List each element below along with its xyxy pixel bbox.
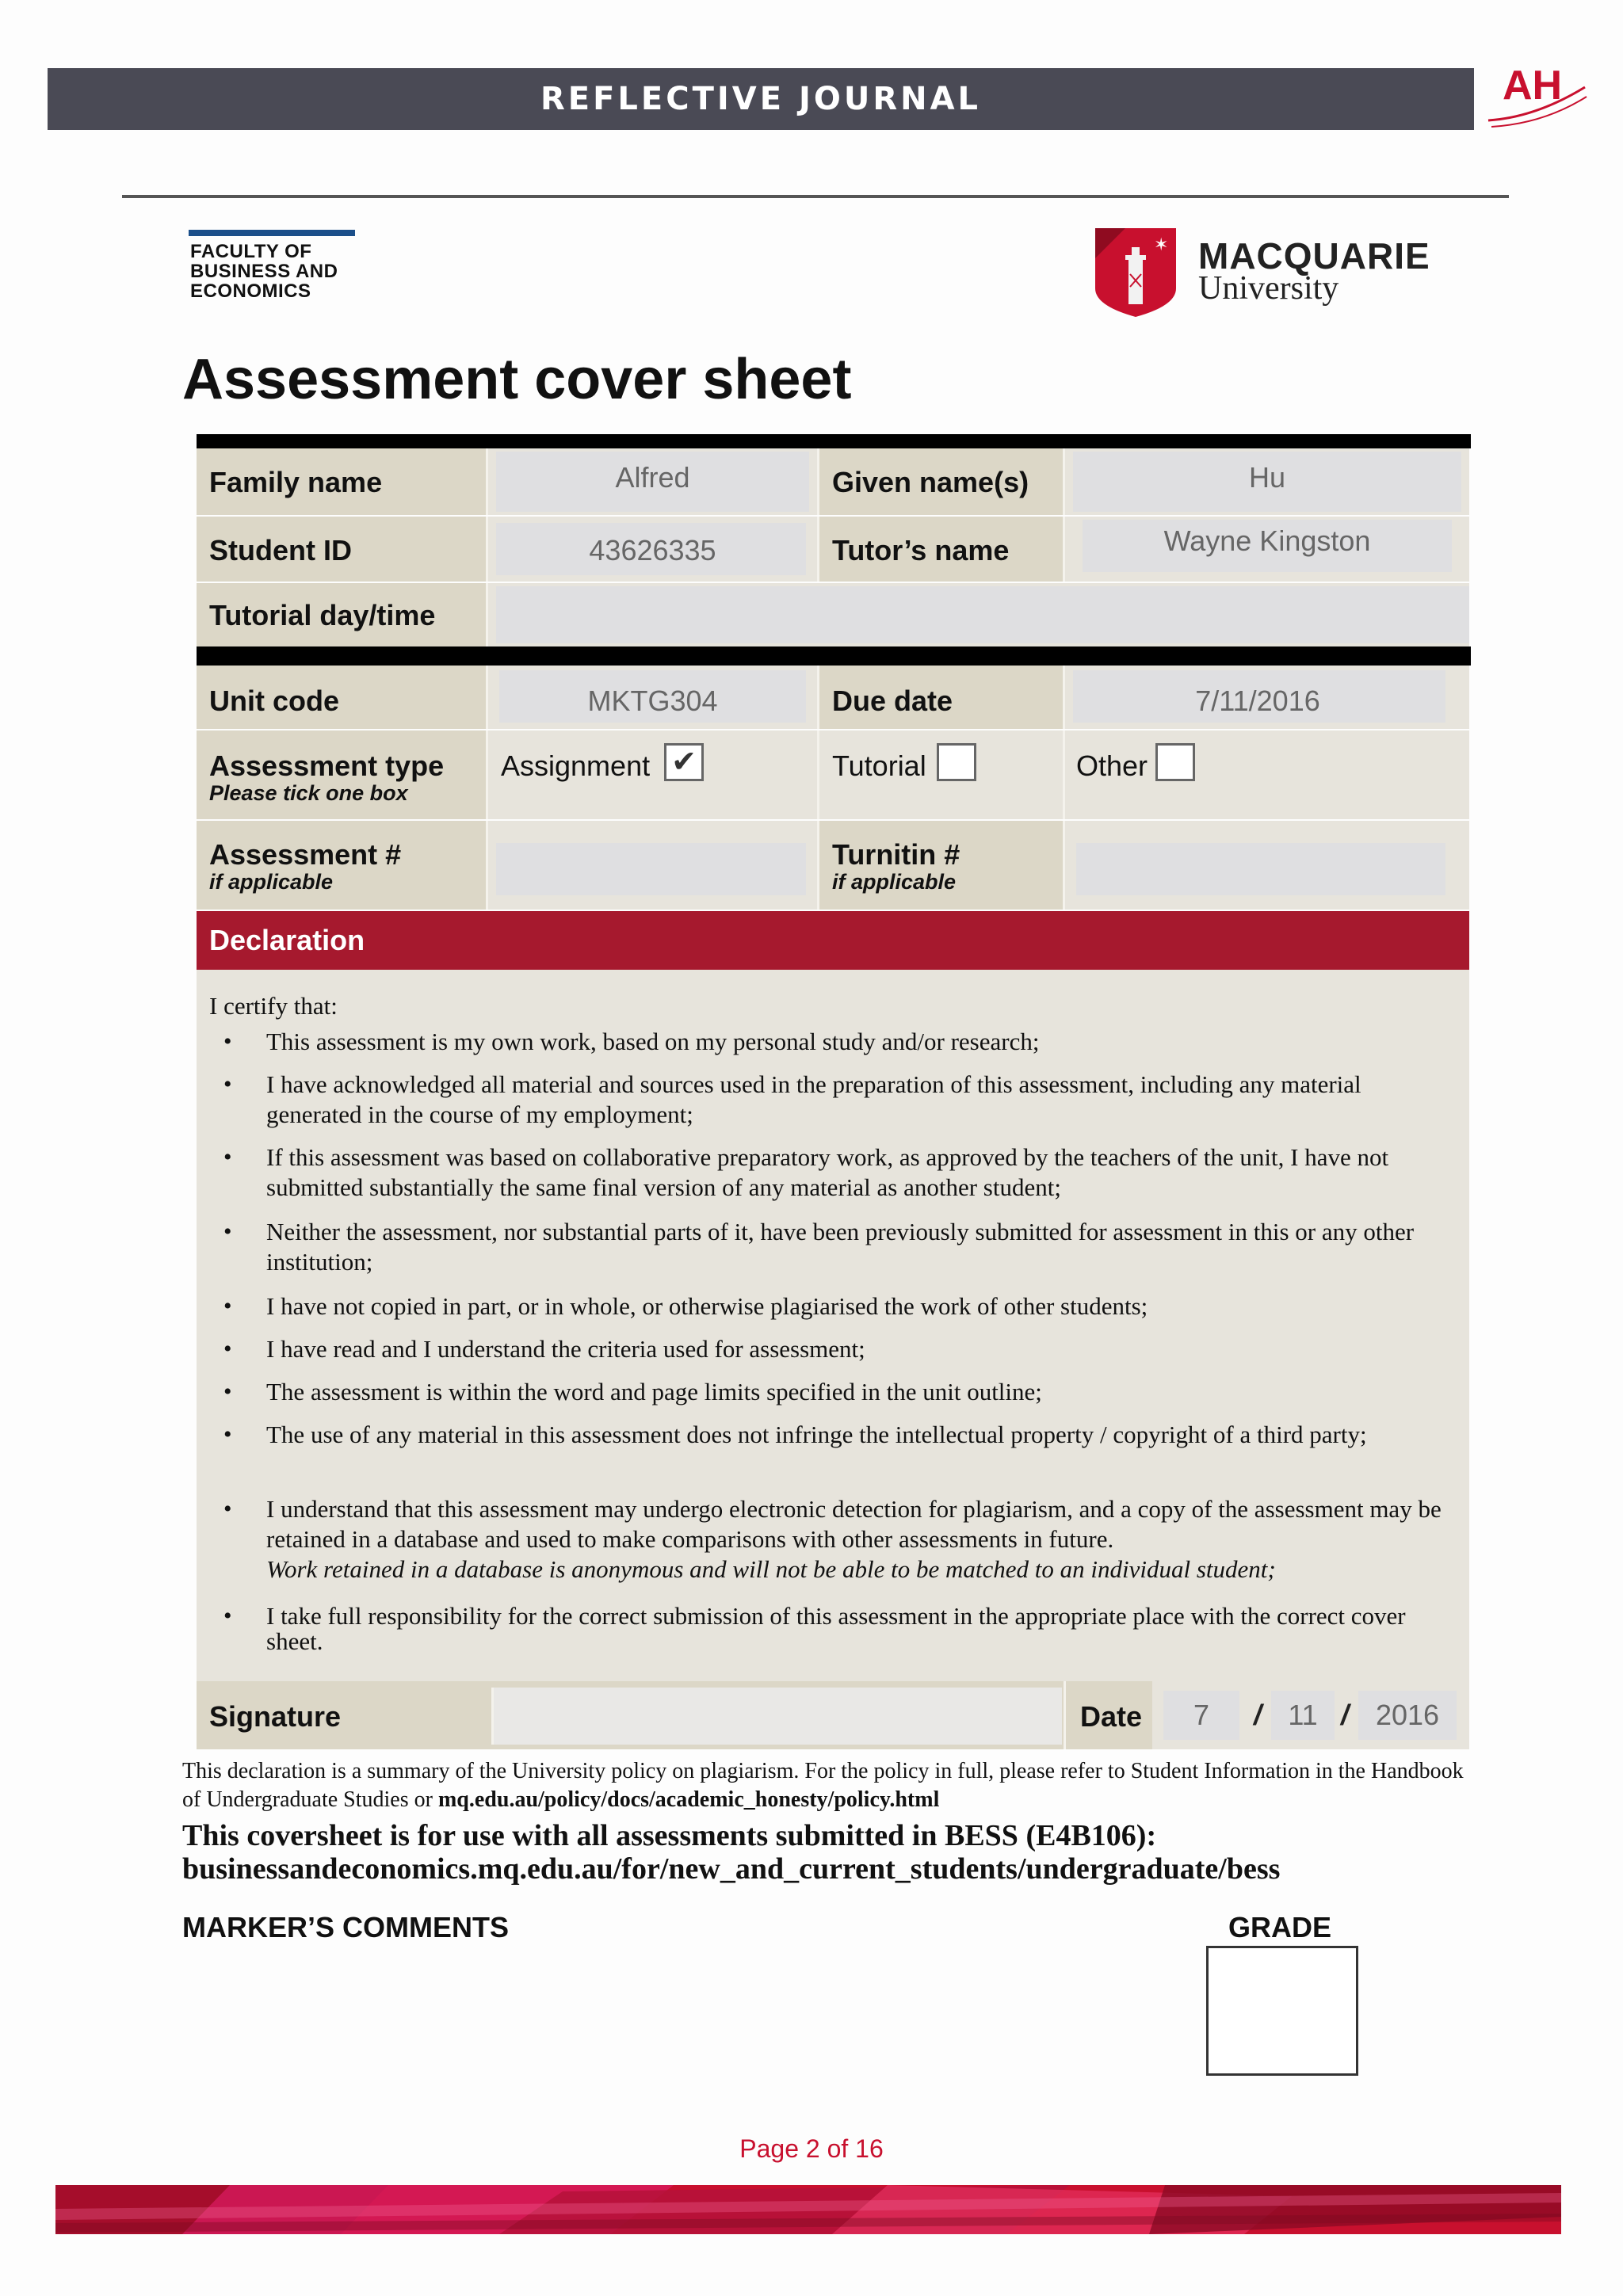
university-subtitle: University bbox=[1198, 270, 1339, 307]
policy-summary bbox=[182, 1757, 1474, 1814]
declaration-item: • The use of any material in this assessment does not infringe the intellectual property / copyright of a third party; bbox=[223, 1421, 1367, 1448]
declaration-header bbox=[197, 911, 1469, 970]
faculty-line: ECONOMICS bbox=[190, 280, 311, 302]
bullet: • bbox=[223, 1028, 232, 1055]
student-id-label-cell bbox=[197, 517, 488, 582]
turnitin-label: Turnitin # bbox=[832, 838, 960, 871]
date-day-field[interactable]: 7 bbox=[1163, 1691, 1239, 1740]
assessment-type-hint: Please tick one box bbox=[209, 781, 408, 805]
due-date-field[interactable] bbox=[1065, 666, 1469, 729]
bullet: • bbox=[223, 1421, 232, 1447]
unit-code-label: Unit code bbox=[209, 685, 340, 717]
other-checkbox[interactable] bbox=[1155, 743, 1195, 781]
family-name-field[interactable] bbox=[488, 448, 819, 515]
footer-decorative-band bbox=[55, 2185, 1561, 2234]
assessment-number-field[interactable] bbox=[488, 821, 819, 910]
bullet: • bbox=[223, 1496, 232, 1522]
declaration-item: • Neither the assessment, nor substantial parts of it, have been previously submitted for assessment in this or any other institution; bbox=[223, 1218, 1415, 1276]
given-name-field[interactable] bbox=[1065, 448, 1469, 515]
top-rule bbox=[122, 195, 1509, 198]
turnitin-hint: if applicable bbox=[832, 870, 957, 894]
declaration-title: Declaration bbox=[209, 924, 365, 956]
given-name-value: Hu bbox=[1248, 461, 1286, 494]
assessment-type-label-cell bbox=[197, 730, 488, 819]
due-date-value: 7/11/2016 bbox=[1195, 685, 1320, 717]
assessment-type-label: Assessment type bbox=[209, 749, 445, 782]
ah-logo-text: AH bbox=[1503, 63, 1563, 109]
student-id-field[interactable] bbox=[488, 517, 819, 582]
bullet: • bbox=[223, 1144, 232, 1170]
turnitin-label-cell bbox=[819, 821, 1065, 910]
declaration-item: • If this assessment was based on collaborative preparatory work, as approved by the teachers of the unit, I have not submitted substantially the same final version of any material as another student; bbox=[223, 1143, 1389, 1201]
bullet: • bbox=[223, 1603, 232, 1629]
turnitin-field[interactable] bbox=[1065, 821, 1469, 910]
declaration-item: • The assessment is within the word and page limits specified in the unit outline; bbox=[223, 1378, 1042, 1405]
assessment-number-label-cell bbox=[197, 821, 488, 910]
declaration-item: • I take full responsibility for the correct submission of this assessment in the appropriate place with the correct cover sheet. bbox=[223, 1602, 1406, 1655]
assessment-number-row bbox=[197, 821, 1469, 910]
due-date-label-cell bbox=[819, 666, 1065, 729]
unit-row bbox=[197, 666, 1469, 729]
university-name: MACQUARIE bbox=[1198, 235, 1430, 277]
macquarie-lighthouse-shield-icon bbox=[1094, 227, 1178, 318]
bullet: • bbox=[223, 1071, 232, 1097]
declaration-item: • I understand that this assessment may undergo electronic detection for plagiarism, and a copy of the assessment may be retained in a database and used to make comparisons with other assessments in future. Work retained in a database is anonymous and will not be able to be matched to an individual student; bbox=[266, 1494, 1447, 1585]
policy-link[interactable]: mq.edu.au/policy/docs/academic_honesty/policy.html bbox=[437, 1787, 940, 1812]
tutor-label-cell bbox=[819, 517, 1065, 582]
type-tutorial-label: Tutorial bbox=[832, 749, 926, 782]
date-fields bbox=[1152, 1681, 1469, 1749]
bullet: • bbox=[223, 1293, 232, 1319]
declaration-item: • This assessment is my own work, based on my personal study and/or research; bbox=[223, 1028, 1040, 1055]
svg-text:✶: ✶ bbox=[1154, 235, 1169, 255]
faculty-name bbox=[190, 242, 338, 301]
type-other-label: Other bbox=[1076, 749, 1148, 782]
unit-code-label-cell bbox=[197, 666, 488, 729]
assessment-number-hint: if applicable bbox=[209, 870, 334, 894]
name-row bbox=[197, 448, 1469, 515]
tutorial-label: Tutorial day/time bbox=[209, 599, 436, 631]
grade-box[interactable] bbox=[1206, 1946, 1358, 2076]
family-name-label-cell bbox=[197, 448, 488, 515]
tutorial-row bbox=[197, 583, 1469, 646]
due-date-label: Due date bbox=[832, 685, 953, 717]
declaration-item: • I have not copied in part, or in whole, or otherwise plagiarised the work of other students; bbox=[223, 1292, 1148, 1320]
page-title: Assessment cover sheet bbox=[182, 348, 852, 411]
tutor-label: Tutor’s name bbox=[832, 534, 1010, 566]
header-bar bbox=[48, 68, 1474, 130]
declaration-item: • I have acknowledged all material and sources used in the preparation of this assessment, including any material generated in the course of my employment; bbox=[223, 1070, 1361, 1128]
date-separator: / bbox=[1254, 1699, 1262, 1731]
student-row bbox=[197, 517, 1469, 582]
form-mid-rule bbox=[197, 646, 1471, 666]
tutorial-label-cell bbox=[197, 583, 488, 646]
declaration-body bbox=[197, 970, 1469, 1683]
type-option-tutorial[interactable] bbox=[819, 730, 1065, 819]
faculty-rule bbox=[189, 230, 355, 236]
date-label-cell bbox=[1064, 1681, 1151, 1749]
grade-label: GRADE bbox=[1228, 1911, 1332, 1943]
signature-row bbox=[197, 1681, 1469, 1749]
page-number: Page 2 of 16 bbox=[739, 2134, 884, 2163]
bullet: • bbox=[223, 1336, 232, 1362]
tutorial-checkbox[interactable] bbox=[937, 743, 976, 781]
date-month-field[interactable]: 11 bbox=[1271, 1691, 1335, 1740]
bullet: • bbox=[223, 1379, 232, 1405]
tutorial-field[interactable] bbox=[488, 583, 1469, 646]
bullet: • bbox=[223, 1219, 232, 1245]
declaration-item: • I have read and I understand the criteria used for assessment; bbox=[223, 1335, 865, 1363]
signature-field[interactable] bbox=[491, 1688, 1062, 1745]
date-separator: / bbox=[1341, 1699, 1350, 1731]
tutor-value: Wayne Kingston bbox=[1163, 524, 1371, 557]
unit-code-field[interactable] bbox=[488, 666, 819, 729]
type-assignment-label: Assignment bbox=[501, 749, 651, 782]
marker-comments-label: MARKER’S COMMENTS bbox=[182, 1911, 509, 1943]
tutor-field[interactable] bbox=[1065, 517, 1469, 582]
unit-code-value: MKTG304 bbox=[587, 685, 718, 717]
given-name-label: Given name(s) bbox=[832, 466, 1029, 498]
form-top-rule bbox=[197, 434, 1471, 448]
ah-logo bbox=[1480, 55, 1591, 135]
type-option-assignment[interactable] bbox=[488, 730, 819, 819]
coversheet-notice bbox=[182, 1819, 1529, 1886]
student-id-value: 43626335 bbox=[589, 534, 716, 566]
declaration-intro: I certify that: bbox=[209, 992, 338, 1020]
assessment-number-label: Assessment # bbox=[209, 838, 402, 871]
faculty-line: BUSINESS AND bbox=[190, 261, 338, 282]
bess-link[interactable]: businessandeconomics.mq.edu.au/for/new_and_current_students/undergraduate/bess bbox=[182, 1852, 1281, 1886]
assignment-checkbox[interactable]: ✔ bbox=[664, 743, 704, 781]
policy-summary-text: This declaration is a summary of the University policy on plagiarism. For the policy in full, please refer to Student Information in the Handbook of Undergraduate Studies or bbox=[182, 1759, 1464, 1812]
header-title: REFLECTIVE JOURNAL bbox=[540, 81, 982, 117]
type-option-other[interactable] bbox=[1065, 730, 1469, 819]
given-name-label-cell bbox=[819, 448, 1065, 515]
student-id-label: Student ID bbox=[209, 534, 352, 566]
faculty-line: FACULTY OF bbox=[190, 241, 312, 262]
signature-label: Signature bbox=[209, 1700, 342, 1733]
family-name-value: Alfred bbox=[615, 461, 690, 494]
family-name-label: Family name bbox=[209, 466, 383, 498]
date-year-field[interactable]: 2016 bbox=[1358, 1691, 1457, 1740]
date-label: Date bbox=[1080, 1700, 1143, 1733]
coversheet-notice-line: This coversheet is for use with all assessments submitted in BESS (E4B106): bbox=[182, 1819, 1157, 1852]
declaration-italic-note: Work retained in a database is anonymous and will not be able to be matched to an individual student; bbox=[266, 1555, 1276, 1583]
assessment-type-row bbox=[197, 730, 1469, 819]
